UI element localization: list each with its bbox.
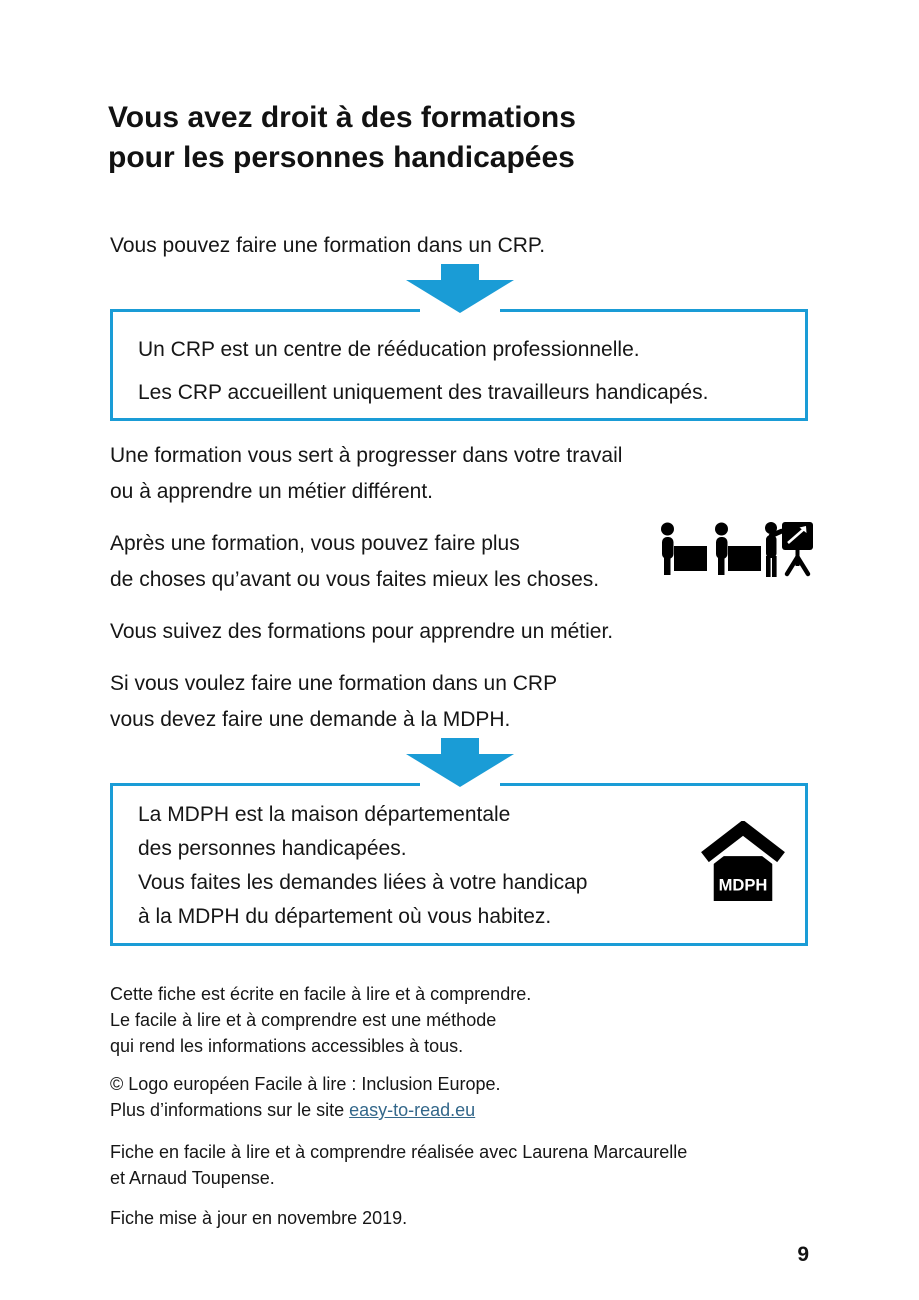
falc-line-3: qui rend les informations accessibles à tous. <box>110 1036 464 1056</box>
suivez-paragraph: Vous suivez des formations pour apprendre un métier. <box>110 620 614 643</box>
apres-line-2: de choses qu’avant ou vous faites mieux les choses. <box>110 568 600 591</box>
more-info-line <box>110 1097 501 1123</box>
crp-box-line-2: Les CRP accueillent uniquement des travailleurs handicapés. <box>138 381 709 404</box>
crp-definition-box <box>110 309 808 421</box>
mdph-box-line-4: à la MDPH du département où vous habitez. <box>138 905 552 928</box>
down-arrow-icon <box>404 263 516 315</box>
classroom-icon <box>658 521 813 579</box>
update-date: Fiche mise à jour en novembre 2019. <box>110 1208 408 1228</box>
demande-line-2: vous devez faire une demande à la MDPH. <box>110 708 511 731</box>
page-title-line-1: Vous avez droit à des formations <box>108 101 576 134</box>
formation-line-1: Une formation vous sert à progresser dans votre travail <box>110 444 623 467</box>
credits-line-2: et Arnaud Toupense. <box>110 1168 275 1188</box>
demande-paragraph <box>110 666 557 738</box>
logo-credit-paragraph <box>110 1071 501 1123</box>
falc-line-1: Cette fiche est écrite en facile à lire et à comprendre. <box>110 984 532 1004</box>
apres-line-1: Après une formation, vous pouvez faire plus <box>110 532 520 555</box>
apres-formation-paragraph <box>110 526 599 598</box>
formation-line-2: ou à apprendre un métier différent. <box>110 480 433 503</box>
formation-paragraph <box>110 438 622 510</box>
credits-line-1: Fiche en facile à lire et à comprendre réalisée avec Laurena Marcaurelle <box>110 1142 688 1162</box>
mdph-box-line-1: La MDPH est la maison départementale <box>138 803 511 826</box>
falc-line-2: Le facile à lire et à comprendre est une méthode <box>110 1010 497 1030</box>
page-title-line-2: pour les personnes handicapées <box>108 141 575 174</box>
more-info-prefix: Plus d’informations sur le site <box>110 1100 350 1120</box>
easy-to-read-link[interactable]: easy-to-read.eu <box>349 1100 476 1120</box>
falc-paragraph <box>110 981 531 1059</box>
mdph-house-icon <box>701 821 785 901</box>
intro-paragraph: Vous pouvez faire une formation dans un CRP. <box>110 234 546 257</box>
crp-box-line-1: Un CRP est un centre de rééducation professionnelle. <box>138 338 640 361</box>
down-arrow-icon <box>404 737 516 789</box>
page-title <box>108 98 576 178</box>
demande-line-1: Si vous voulez faire une formation dans un CRP <box>110 672 558 695</box>
page-number: 9 <box>797 1243 809 1266</box>
credits-paragraph <box>110 1139 687 1191</box>
logo-credit-line: © Logo européen Facile à lire : Inclusion Europe. <box>110 1074 501 1094</box>
mdph-icon-label: MDPH <box>718 875 768 895</box>
mdph-box-line-2: des personnes handicapées. <box>138 837 407 860</box>
mdph-box-line-3: Vous faites les demandes liées à votre handicap <box>138 871 588 894</box>
